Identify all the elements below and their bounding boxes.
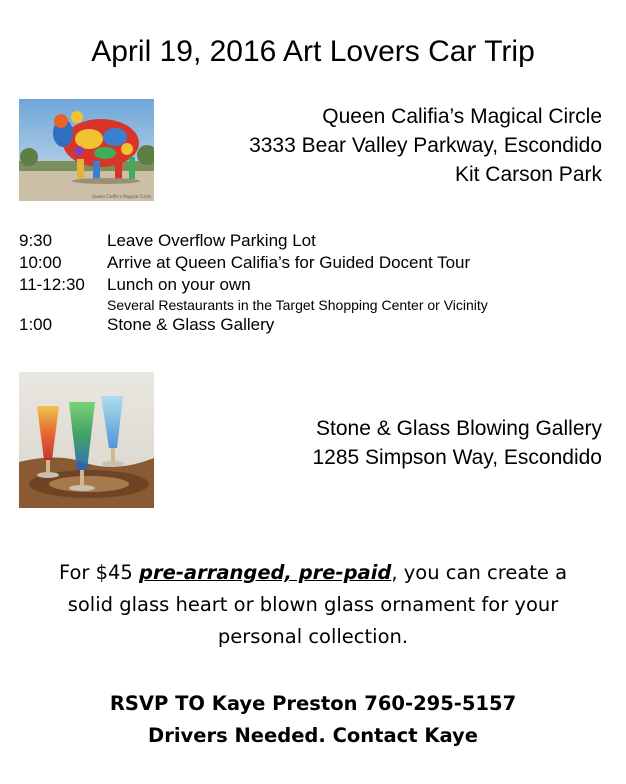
schedule-note: Several Restaurants in the Target Shopping Center or Vicinity	[107, 297, 488, 313]
schedule-text: Leave Overflow Parking Lot	[107, 231, 316, 250]
offer-line-2: solid glass heart or blown glass ornament for your	[67, 593, 559, 616]
venue-1-address: 3333 Bear Valley Parkway, Escondido	[249, 134, 602, 157]
offer-line-3: personal collection.	[217, 625, 409, 648]
offer-line-1	[20, 557, 606, 589]
schedule-row	[19, 230, 599, 252]
venue-1-place: Kit Carson Park	[454, 163, 602, 186]
rsvp-line: RSVP TO Kaye Preston 760-295-5157	[109, 692, 517, 715]
schedule-time: 10:00	[19, 253, 62, 272]
offer-line-1-suffix: , you can create a	[391, 561, 568, 584]
drivers-line: Drivers Needed. Contact Kaye	[148, 724, 478, 747]
venue-2-address: 1285 Simpson Way, Escondido	[312, 446, 602, 469]
schedule-text: Arrive at Queen Califia’s for Guided Docent Tour	[107, 253, 471, 272]
schedule-row	[19, 314, 599, 336]
schedule-time: 11-12:30	[19, 275, 85, 294]
rsvp-block	[0, 688, 626, 752]
venue-2-name: Stone & Glass Blowing Gallery	[316, 417, 602, 440]
photo-caption: Queen Califia's Magical Circle	[91, 194, 151, 199]
venue-1	[249, 102, 602, 189]
offer-emphasis: pre-arranged, pre-paid	[139, 561, 392, 584]
venue-1-name: Queen Califia’s Magical Circle	[322, 105, 602, 128]
offer-text	[20, 557, 606, 653]
glass-photo	[19, 372, 154, 508]
page-title: April 19, 2016 Art Lovers Car Trip	[91, 35, 535, 68]
schedule-text: Stone & Glass Gallery	[107, 315, 275, 334]
schedule-time: 9:30	[19, 231, 53, 250]
schedule-time: 1:00	[19, 315, 53, 334]
schedule-row	[19, 252, 599, 274]
offer-prefix: For $45	[58, 561, 140, 584]
schedule	[19, 230, 599, 336]
venue-2	[313, 414, 603, 472]
schedule-text: Lunch on your own	[107, 275, 251, 294]
schedule-row	[19, 274, 599, 296]
sculpture-photo	[19, 99, 154, 201]
